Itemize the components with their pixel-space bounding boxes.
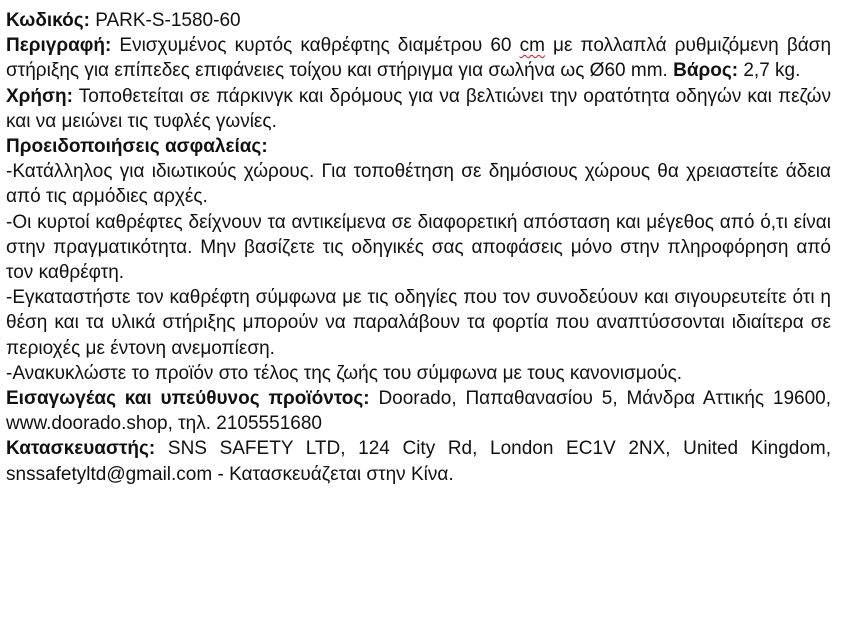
weight-value: 2,7 kg. (743, 60, 801, 82)
weight-label: Βάρος: (673, 60, 739, 82)
safety-item: -Εγκαταστήστε τον καθρέφτη σύμφωνα με τις οδηγίες που τον συνοδεύουν και σιγουρευτείτε ότι η θέση και τα υλικά στήριξης μπορούν να παραλάβουν τα φορτία που αναπτύσσονται ιδιαίτερα σε περιοχές με έντονη ανεμοπίεση. (6, 287, 831, 359)
description-label: Περιγραφή: (6, 35, 112, 57)
importer-paragraph (6, 386, 831, 436)
importer-text: Doorado, Παπαθανασίου 5, Μάνδρα Αττικής 19600, www.doorado.shop, τηλ. 2105551680 (6, 388, 831, 435)
safety-heading-line (6, 134, 831, 159)
manufacturer-text: SNS SAFETY LTD, 124 City Rd, London EC1V 2NX, United Kingdom, snssafetyltd@gmail.com - Κατασκευάζεται στην Κίνα. (6, 438, 832, 485)
usage-paragraph (6, 84, 831, 134)
safety-heading: Προειδοποιήσεις ασφαλείας: (6, 136, 268, 158)
description-paragraph (6, 33, 831, 83)
safety-item: -Ανακυκλώστε το προϊόν στο τέλος της ζωής του σύμφωνα με τους κανονισμούς. (6, 362, 683, 384)
usage-label: Χρήση: (6, 85, 73, 107)
manufacturer-label: Κατασκευαστής: (6, 438, 156, 460)
product-label-document (6, 8, 831, 487)
description-text-before: Ενισχυμένος κυρτός καθρέφτης διαμέτρου 60 (119, 35, 512, 57)
spellcheck-flagged-word: cm (519, 35, 545, 57)
importer-label: Εισαγωγέας και υπεύθυνος προϊόντος: (6, 388, 370, 410)
product-code-line (6, 8, 831, 33)
manufacturer-paragraph (6, 436, 831, 486)
product-code-label: Κωδικός: (6, 10, 90, 31)
safety-item: -Κατάλληλος για ιδιωτικούς χώρους. Για τοποθέτηση σε δημόσιους χώρους θα χρειαστείτε άδεια από τις αρμόδιες αρχές. (6, 161, 831, 208)
description-text-after: με πολλαπλά ρυθμιζόμενη βάση στήριξης για επίπεδες επιφάνειες τοίχου και στήριγμα για σωλήνα ως Ø60 mm. (6, 35, 832, 82)
usage-text: Τοποθετείται σε πάρκινγκ και δρόμους για να βελτιώνει την ορατότητα οδηγών και πεζών και να μειώνει τις τυφλές γωνίες. (6, 85, 831, 132)
safety-item: -Οι κυρτοί καθρέφτες δείχνουν τα αντικείμενα σε διαφορετική απόσταση και μέγεθος από ό,τι είναι στην πραγματικότητα. Μην βασίζετε τις οδηγικές σας αποφάσεις μόνο στην πληροφόρηση από τον καθρέφτη. (6, 211, 831, 284)
product-code-value: PARK-S-1580-60 (95, 10, 241, 31)
